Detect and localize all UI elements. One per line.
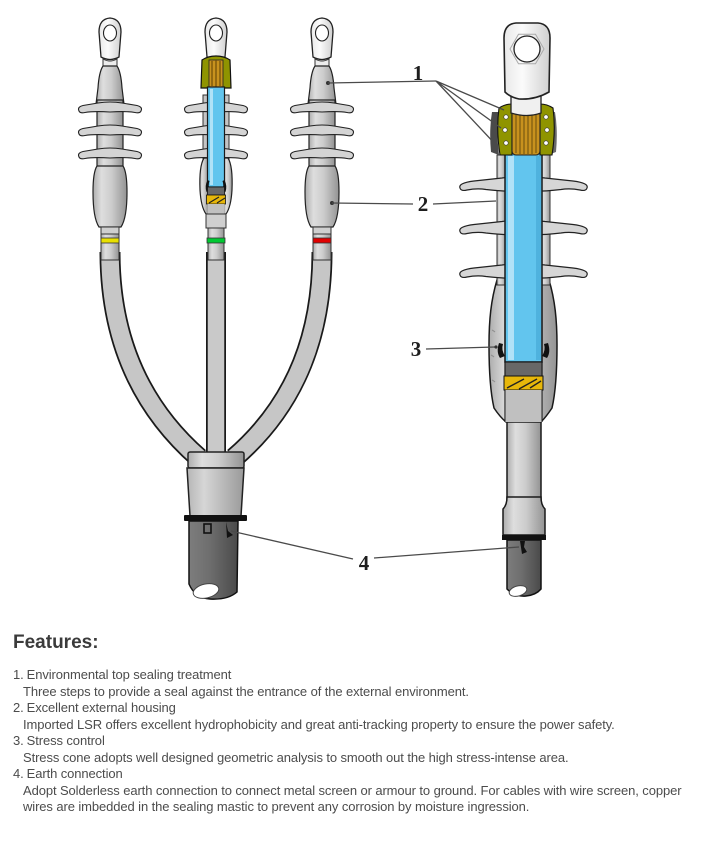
- feature-4-title: Earth connection: [26, 766, 123, 781]
- feature-4-number: 4.: [13, 766, 24, 781]
- phase-band-yellow: [101, 238, 119, 243]
- feature-2-number: 2.: [13, 700, 24, 715]
- connection-lug: [504, 23, 550, 116]
- termination-middle-cutaway: [185, 18, 248, 260]
- phase-band-green: [207, 238, 225, 243]
- termination-detail-cutaway: [460, 23, 587, 598]
- callout-3-label: 3: [410, 337, 422, 361]
- feature-2-description: Imported LSR offers excellent hydrophobicity and great anti-tracking property to ensure the power safety.: [23, 716, 615, 732]
- features-section: [13, 632, 695, 816]
- feature-item-3: [13, 733, 695, 766]
- breakout-boot: [184, 452, 247, 521]
- phase-cables: [110, 252, 322, 460]
- callout-1-label: 1: [412, 61, 424, 85]
- features-heading: Features:: [13, 632, 99, 653]
- callouts: [231, 61, 519, 575]
- callout-4-label: 4: [358, 551, 370, 575]
- feature-2-title: Excellent external housing: [26, 700, 176, 715]
- feature-4-description: Adopt Solderless earth connection to connect metal screen or armour to ground. For cables with wire screen, copper wires are imbedded in the sealing mastic to prevent any corrosion by moisture ingression.: [23, 782, 682, 814]
- callout-4: [231, 531, 519, 575]
- feature-item-2: [13, 700, 695, 733]
- termination-left: [79, 18, 142, 260]
- lug-bolt-hole: [514, 36, 540, 62]
- phase-band-red: [313, 238, 331, 243]
- lower-tube: [507, 422, 541, 502]
- main-cable: [189, 521, 238, 601]
- feature-1-description: Three steps to provide a seal against the entrance of the external environment.: [23, 683, 469, 699]
- feature-item-1: [13, 667, 695, 700]
- feature-1-number: 1.: [13, 667, 24, 682]
- callout-2: [330, 192, 496, 216]
- feature-1-title: Environmental top sealing treatment: [26, 667, 232, 682]
- feature-item-4: [13, 766, 695, 816]
- callout-2-label: 2: [417, 192, 429, 216]
- semicon-ring: [505, 362, 542, 376]
- three-phase-assembly: [79, 18, 354, 601]
- sealing-collar: [503, 497, 545, 535]
- termination-right: [291, 18, 354, 260]
- feature-3-number: 3.: [13, 733, 24, 748]
- callout-3: [411, 337, 498, 361]
- feature-3-title: Stress control: [26, 733, 105, 748]
- feature-3-description: Stress cone adopts well designed geometric analysis to smooth out the high stress-intense area.: [23, 749, 569, 765]
